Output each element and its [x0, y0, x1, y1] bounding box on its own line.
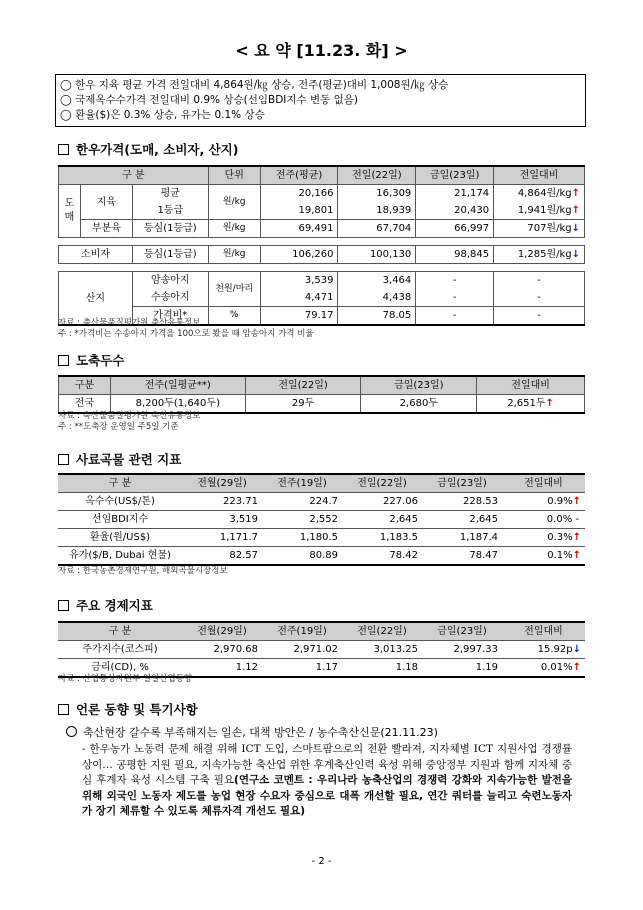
section-title: 주요 경제지표 — [76, 598, 153, 613]
change-cell: 0.1%↑ — [502, 547, 585, 566]
source-line: 주 : **도축장 운영일 주5일 기준 — [58, 422, 179, 432]
table-cell: 1,187.4 — [422, 529, 502, 547]
column-header: 구분 — [59, 376, 111, 395]
table-row — [59, 289, 585, 307]
table-cell: - — [494, 307, 585, 326]
table-row — [58, 511, 585, 529]
table-cell: 3,519 — [182, 511, 262, 529]
table-cell: 1.19 — [422, 659, 502, 678]
section-heading-feed — [58, 450, 181, 468]
table-cell: 16,309 — [338, 185, 416, 203]
row-label: 선임BDI지수 — [58, 511, 182, 529]
table-cell: 전국 — [59, 395, 111, 414]
table-cell: 79.17 — [260, 307, 338, 326]
column-header: 전일대비 — [502, 622, 585, 641]
up-arrow-icon: ↑ — [571, 205, 580, 216]
row-label: 수송아지 — [132, 289, 208, 307]
source-note: 자료 : 산업통상자원부 일일산업동향 — [58, 674, 193, 684]
column-header: 금일(23일) — [361, 376, 477, 395]
table-cell: 1.18 — [342, 659, 422, 678]
section-heading-slaughter — [58, 351, 124, 369]
unit-cell: 원/kg — [208, 246, 260, 264]
column-header: 전일(22일) — [342, 474, 422, 493]
source-note: 자료 : 한국농촌경제연구원, 해외곡물시장정보 — [58, 566, 228, 576]
farm-label: 산지 — [59, 272, 133, 326]
table-cell: 78.42 — [342, 547, 422, 566]
summary-line: ◯ 국제옥수수가격 전일대비 0.9% 상승(선임BDI지수 변동 없음) — [60, 94, 359, 106]
column-header: 구 분 — [58, 474, 182, 493]
column-header: 전주(19일) — [262, 474, 342, 493]
row-label: 환율(원/US$) — [58, 529, 182, 547]
change-cell: 0.0% - — [502, 511, 585, 529]
table-cell: - — [416, 307, 494, 326]
unit-cell: 원/kg — [208, 185, 260, 220]
table-row — [59, 202, 585, 220]
summary-line: ◯ 환율($)은 0.3% 상승, 유가는 0.1% 상승 — [60, 109, 265, 121]
row-label: 소비자 — [59, 246, 133, 264]
column-header: 전일대비 — [494, 166, 585, 185]
change-cell: 0.9%↑ — [502, 493, 585, 511]
table-cell: 20,430 — [416, 202, 494, 220]
row-label: 유가($/B, Dubai 현물) — [58, 547, 182, 566]
column-header: 금일(23일) — [416, 166, 494, 185]
page-title: < 요 약 [11.23. 화] > — [235, 41, 408, 60]
table-cell: 224.7 — [262, 493, 342, 511]
table-header-row — [59, 166, 585, 185]
table-row — [58, 547, 585, 566]
source-note — [58, 318, 314, 340]
section-title: 언론 동향 및 특기사항 — [76, 702, 198, 717]
column-header: 전일대비 — [477, 376, 585, 395]
row-label: 가격비* — [132, 307, 208, 326]
source-line: 주 : *가격비는 수송아지 가격을 100으로 봤을 때 암송아지 가격 비율 — [58, 329, 314, 339]
row-label: 등심(1등급) — [132, 246, 208, 264]
source-line: 자료 : 축산물품질평가원 축산유통정보 — [58, 411, 201, 421]
table-row — [58, 493, 585, 511]
summary-line: ◯ 한우 지육 평균 가격 전일대비 4,864원/㎏ 상승, 전주(평균)대비 1,008원/㎏ 상승 — [60, 79, 449, 91]
column-header: 구 분 — [59, 166, 209, 185]
table-cell: 1,180.5 — [262, 529, 342, 547]
change-cell: 0.3%↑ — [502, 529, 585, 547]
table-header-row — [59, 376, 585, 395]
column-header: 구 분 — [58, 622, 182, 641]
spacer-row — [59, 264, 585, 272]
change-cell: 1,941원/kg↑ — [494, 202, 585, 220]
slaughter-table — [58, 375, 585, 414]
table-cell: 1.12 — [182, 659, 262, 678]
table-cell: 98,845 — [416, 246, 494, 264]
carcass-label: 지육 — [80, 185, 132, 220]
news-body: - 한우농가 노동력 문제 해결 위해 ICT 도입, 스마트팜으로의 전환 빨라져, 지자체별 ICT 지원사업 경쟁률 상이… 공평한 지원 필요, 지속가능한 축산업 위한 후계축산인력 육성 위해 중앙정부 지원과 함께 지자체 중심 후계자 육성 시스템 구축 필요 — [82, 743, 572, 786]
table-cell: 228.53 — [422, 493, 502, 511]
spacer — [59, 264, 585, 272]
table-cell: 4,471 — [260, 289, 338, 307]
down-arrow-icon: ↓ — [571, 249, 580, 260]
up-arrow-icon: ↑ — [571, 188, 580, 199]
table-cell: 3,539 — [260, 272, 338, 290]
source-line: 자료 : 축산물품질평가원 축산유통정보 — [58, 318, 201, 328]
table-row — [58, 529, 585, 547]
unit-cell: 원/kg — [208, 220, 260, 238]
table-cell: 1,171.7 — [182, 529, 262, 547]
hanwoo-price-table — [58, 165, 585, 326]
up-arrow-icon: ↑ — [572, 496, 581, 507]
feed-grain-table — [58, 473, 585, 566]
news-headline — [66, 724, 438, 740]
column-header: 금일(23일) — [422, 474, 502, 493]
row-label: 등심(1등급) — [132, 220, 208, 238]
table-cell: 4,438 — [338, 289, 416, 307]
table-cell: - — [416, 272, 494, 290]
table-row — [59, 246, 585, 264]
square-bullet-icon — [58, 454, 69, 465]
table-row — [59, 220, 585, 238]
spacer-row — [59, 238, 585, 246]
news-paragraph — [82, 742, 572, 820]
news-headline-text: 축산현장 갈수록 부족해지는 일손, 대책 방안은 / 농수축산신문(21.11.23) — [83, 726, 438, 739]
section-heading-econ — [58, 596, 153, 614]
section-title: 도축두수 — [76, 353, 125, 368]
up-arrow-icon: ↑ — [545, 398, 554, 409]
table-cell: 2,971.02 — [262, 641, 342, 659]
table-cell: 1.17 — [262, 659, 342, 678]
table-cell: 2,645 — [342, 511, 422, 529]
change-cell: 0.01%↑ — [502, 659, 585, 678]
column-header: 전일대비 — [502, 474, 585, 493]
square-bullet-icon — [58, 355, 69, 366]
table-cell: 80.89 — [262, 547, 342, 566]
change-cell: 2,651두↑ — [477, 395, 585, 414]
column-header: 전주(19일) — [262, 622, 342, 641]
column-header: 단위 — [208, 166, 260, 185]
table-cell: 227.06 — [342, 493, 422, 511]
wholesale-label: 도 매 — [59, 185, 81, 238]
row-label: 주가지수(코스피) — [58, 641, 182, 659]
table-cell: 2,970.68 — [182, 641, 262, 659]
table-cell: 3,464 — [338, 272, 416, 290]
table-cell: 223.71 — [182, 493, 262, 511]
unit-cell: 천원/마리 — [208, 272, 260, 307]
table-cell: - — [494, 289, 585, 307]
change-cell: 4,864원/kg↑ — [494, 185, 585, 203]
column-header: 전주(평균) — [260, 166, 338, 185]
research-comment: (연구소 코멘트 : 우리나라 농축산업의 경쟁력 강화와 지속가능한 발전을 위해 외국인 노동자 제도를 농업 현장 수요자 중심으로 대폭 개선할 필요, 연간 쿼터를 늘리고 숙련노동자가 장기 체류할 수 있도록 체류자격 개선도 필요) — [82, 774, 573, 817]
table-cell: 18,939 — [338, 202, 416, 220]
table-cell: 82.57 — [182, 547, 262, 566]
column-header: 전주(일평균**) — [110, 376, 245, 395]
table-cell: 21,174 — [416, 185, 494, 203]
column-header: 전일(22일) — [342, 622, 422, 641]
square-bullet-icon — [58, 144, 69, 155]
table-cell: 78.47 — [422, 547, 502, 566]
column-header: 전일(22일) — [245, 376, 361, 395]
table-header-row — [58, 474, 585, 493]
table-row — [59, 272, 585, 290]
table-cell: 69,491 — [260, 220, 338, 238]
row-label: 부분육 — [80, 220, 132, 238]
table-cell: 2,645 — [422, 511, 502, 529]
row-label: 1등급 — [132, 202, 208, 220]
economic-indicator-table — [58, 621, 585, 678]
down-arrow-icon: ↓ — [571, 223, 580, 234]
section-title: 한우가격(도매, 소비자, 산지) — [76, 142, 239, 157]
table-cell: 78.05 — [338, 307, 416, 326]
table-header-row — [58, 622, 585, 641]
section-heading-news — [58, 700, 198, 718]
table-cell: 67,704 — [338, 220, 416, 238]
table-cell: - — [416, 289, 494, 307]
table-cell: - — [494, 272, 585, 290]
change-cell: 707원/kg↓ — [494, 220, 585, 238]
up-arrow-icon: ↑ — [572, 550, 581, 561]
source-note — [58, 411, 200, 433]
table-cell: 2,680두 — [361, 395, 477, 414]
row-label: 옥수수(US$/톤) — [58, 493, 182, 511]
unit-cell: % — [208, 307, 260, 326]
table-cell: 100,130 — [338, 246, 416, 264]
change-cell: 1,285원/kg↓ — [494, 246, 585, 264]
spacer — [59, 238, 585, 246]
page-number: - 2 - — [311, 856, 332, 867]
summary-box — [55, 74, 586, 127]
circle-bullet-icon — [66, 726, 77, 737]
up-arrow-icon: ↑ — [572, 532, 581, 543]
table-row — [58, 641, 585, 659]
row-label: 암송아지 — [132, 272, 208, 290]
table-cell: 66,997 — [416, 220, 494, 238]
table-cell: 1,183.5 — [342, 529, 422, 547]
column-header: 전일(22일) — [338, 166, 416, 185]
row-label: 평균 — [132, 185, 208, 203]
section-heading-hanwoo — [58, 140, 238, 158]
square-bullet-icon — [58, 704, 69, 715]
down-arrow-icon: ↓ — [572, 644, 581, 655]
table-row — [59, 185, 585, 203]
table-cell: 106,260 — [260, 246, 338, 264]
section-title: 사료곡물 관련 지표 — [76, 452, 182, 467]
column-header: 금일(23일) — [422, 622, 502, 641]
change-cell: 15.92p↓ — [502, 641, 585, 659]
table-cell: 29두 — [245, 395, 361, 414]
row-label: 금리(CD), % — [58, 659, 182, 678]
table-cell: 8,200두(1,640두) — [110, 395, 245, 414]
table-cell: 19,801 — [260, 202, 338, 220]
column-header: 전월(29일) — [182, 474, 262, 493]
table-cell: 2,552 — [262, 511, 342, 529]
table-cell: 20,166 — [260, 185, 338, 203]
up-arrow-icon: ↑ — [572, 662, 581, 673]
square-bullet-icon — [58, 600, 69, 611]
table-cell: 3,013.25 — [342, 641, 422, 659]
table-cell: 2,997.33 — [422, 641, 502, 659]
column-header: 전월(29일) — [182, 622, 262, 641]
